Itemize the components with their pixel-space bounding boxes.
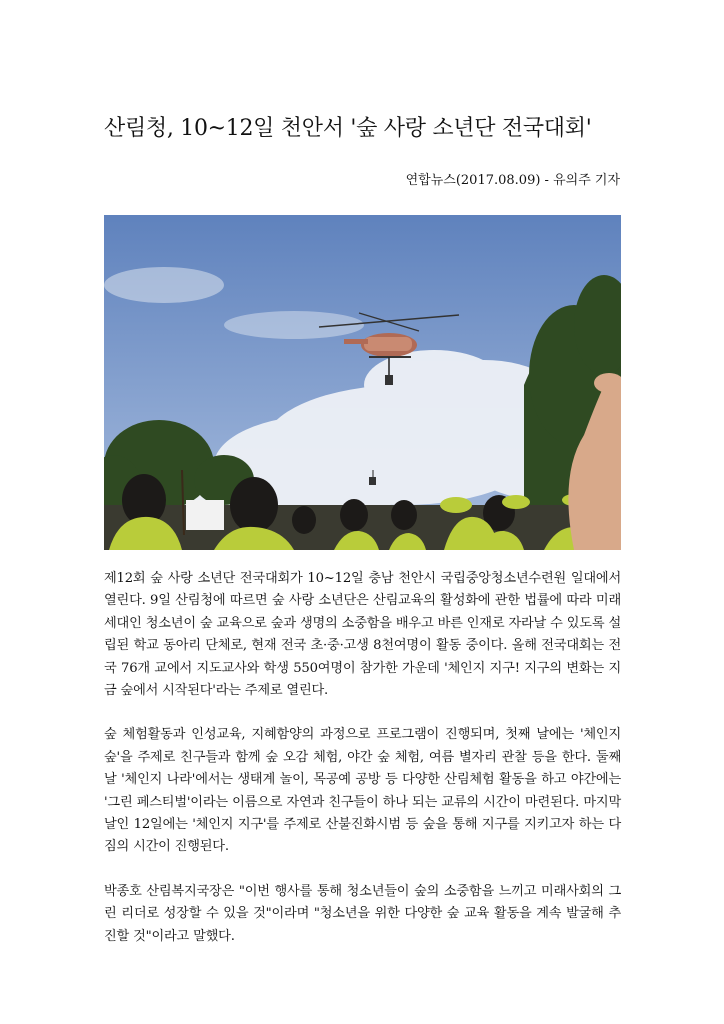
article-body [104,568,621,970]
banner-flag [186,500,224,530]
water-bucket [369,477,376,485]
article-paragraph-3: 박종호 산림복지국장은 "이번 행사를 통해 청소년들이 숲의 소중함을 느끼고 미래사회의 그린 리더로 성장할 수 있을 것"이라며 "청소년을 위한 다양한 숲 교육 활동을 계속 발굴해 추진할 것"이라고 말했다. [104,883,621,944]
article-paragraph-2: 숲 체험활동과 인성교육, 지혜함양의 과정으로 프로그램이 진행되며, 첫째 날에는 '체인지 숲'을 주제로 친구들과 함께 숲 오감 체험, 야간 숲 체험, 여름 별자리 관찰 등을 한다. 둘째 날 '체인지 나라'에서는 생태계 놀이, 목공예 공방 등 다양한 산림체험 활동을 하고 야간에는 '그린 페스티벌'이라는 이름으로 자연과 친구들이 하나 되는 교류의 시간이 마련된다. 마지막 날인 12일에는 '체인지 지구'를 주제로 산불진화시범 등 숲을 통해 지구를 지키고자 하는 다짐의 시간이 진행된다. [104,727,621,855]
article-paragraph-1: 제12회 숲 사랑 소년단 전국대회가 10~12일 충남 천안시 국립중앙청소년수련원 일대에서 열린다. 9일 산림청에 따르면 숲 사랑 소년단은 산림교육의 활성화에 관한 법률에 따라 미래세대인 청소년이 숲 교육으로 숲과 생명의 소중함을 배우고 바른 인재로 자라날 수 있도록 설립된 학교 동아리 단체로, 현재 전국 초·중·고생 8천여명이 활동 중이다. 올해 전국대회는 전국 76개 교에서 지도교사와 학생 550여명이 참가한 가운데 '체인지 지구! 지구의 변화는 지금 숲에서 시작된다'라는 주제로 열린다. [104,571,621,699]
helicopter-forest-photo [104,215,621,550]
article-photo [104,215,621,550]
article-title: 산림청, 10~12일 천안서 '숲 사랑 소년단 전국대회' [104,116,592,141]
article-byline: 연합뉴스(2017.08.09) - 유의주 기자 [405,173,620,188]
